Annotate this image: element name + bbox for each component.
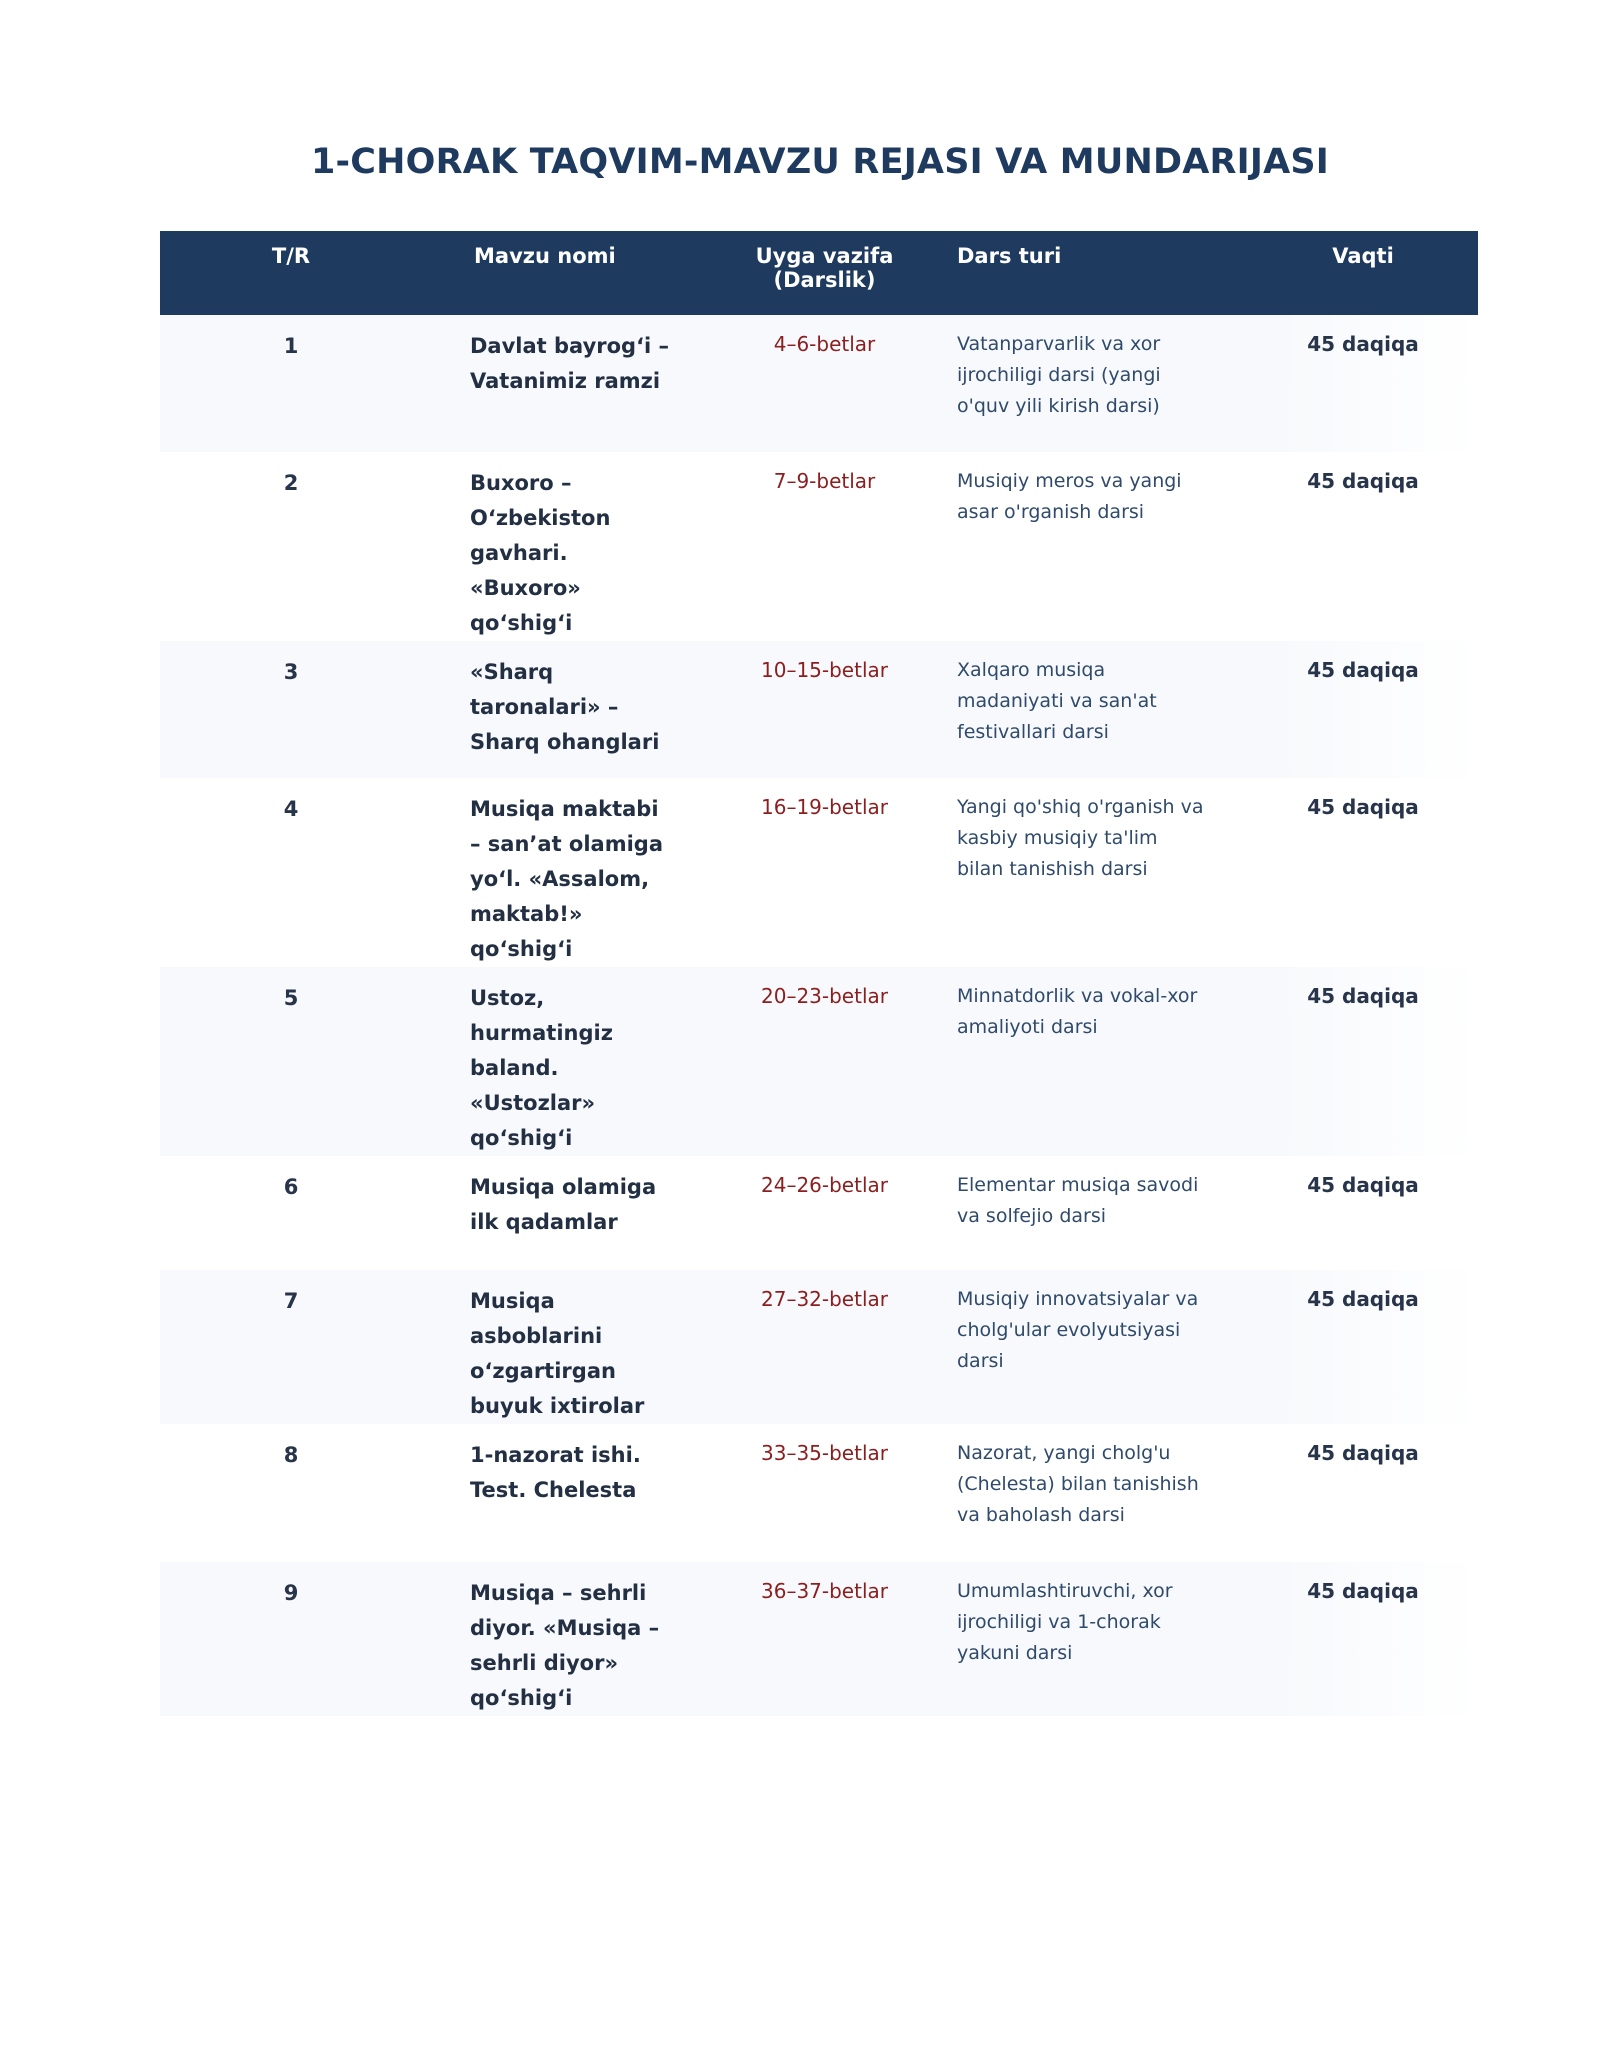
row-homework: 33–35-betlar xyxy=(761,1441,888,1465)
table-row xyxy=(160,1424,1478,1562)
header-time: Vaqti xyxy=(1248,231,1478,315)
row-topic: Musiqa – sehrli diyor. «Musiqa – sehrli diyor» qo‘shig‘i xyxy=(470,1581,660,1710)
row-lesson-type: Nazorat, yangi cholg'u (Chelesta) bilan tanishish va baholash darsi xyxy=(957,1442,1199,1526)
row-lesson-type: Vatanparvarlik va xor ijrochiligi darsi (yangi o'quv yili kirish darsi) xyxy=(957,333,1161,417)
table-row xyxy=(160,1270,1478,1424)
row-topic: Musiqa maktabi – san’at olamiga yo‘l. «Assalom, maktab!» qo‘shig‘i xyxy=(470,797,664,961)
row-time: 45 daqiqa xyxy=(1307,1441,1419,1465)
table-body xyxy=(160,315,1478,1716)
header-homework: Uyga vazifa (Darslik) xyxy=(702,231,947,315)
row-topic: Buxoro – O‘zbekiston gavhari. «Buxoro» qo‘shig‘i xyxy=(470,471,611,635)
row-number: 4 xyxy=(283,797,299,821)
row-homework: 4–6-betlar xyxy=(773,332,876,356)
row-time: 45 daqiqa xyxy=(1307,984,1419,1008)
table-row xyxy=(160,641,1478,778)
lesson-plan-table xyxy=(160,231,1478,1716)
row-number: 7 xyxy=(283,1289,299,1313)
header-topic: Mavzu nomi xyxy=(422,231,702,315)
table-row xyxy=(160,452,1478,641)
row-lesson-type: Umumlashtiruvchi, xor ijrochiligi va 1-chorak yakuni darsi xyxy=(957,1580,1173,1664)
row-lesson-type: Yangi qo'shiq o'rganish va kasbiy musiqiy ta'lim bilan tanishish darsi xyxy=(957,796,1204,880)
row-topic: «Sharq taronalari» – Sharq ohanglari xyxy=(470,660,660,754)
row-lesson-type: Minnatdorlik va vokal-xor amaliyoti darsi xyxy=(957,985,1198,1038)
row-time: 45 daqiqa xyxy=(1307,1579,1419,1603)
row-time: 45 daqiqa xyxy=(1307,1173,1419,1197)
row-homework: 27–32-betlar xyxy=(761,1287,888,1311)
row-time: 45 daqiqa xyxy=(1307,332,1419,356)
row-time: 45 daqiqa xyxy=(1307,469,1419,493)
row-time: 45 daqiqa xyxy=(1307,795,1419,819)
row-lesson-type: Musiqiy meros va yangi asar o'rganish darsi xyxy=(957,470,1182,523)
row-lesson-type: Musiqiy innovatsiyalar va cholg'ular evolyutsiyasi darsi xyxy=(957,1288,1199,1372)
header-lesson-type: Dars turi xyxy=(947,231,1248,315)
row-homework: 24–26-betlar xyxy=(761,1173,888,1197)
table-row xyxy=(160,967,1478,1156)
row-homework: 7–9-betlar xyxy=(773,469,876,493)
row-topic: Davlat bayrog‘i – Vatanimiz ramzi xyxy=(470,334,670,393)
row-topic: Ustoz, hurmatingiz baland. «Ustozlar» qo‘shig‘i xyxy=(470,986,613,1150)
header-row xyxy=(160,231,1478,315)
row-homework: 20–23-betlar xyxy=(761,984,888,1008)
row-topic: Musiqa olamiga ilk qadamlar xyxy=(470,1175,657,1234)
row-number: 6 xyxy=(283,1175,299,1199)
row-homework: 10–15-betlar xyxy=(761,658,888,682)
page-title: 1-CHORAK TAQVIM-MAVZU REJASI VA MUNDARIJASI xyxy=(311,142,1329,182)
row-number: 9 xyxy=(283,1581,299,1605)
table-header xyxy=(160,231,1478,315)
table-row xyxy=(160,1156,1478,1270)
table-row xyxy=(160,1562,1478,1716)
row-lesson-type: Elementar musiqa savodi va solfejio darsi xyxy=(957,1174,1199,1227)
row-number: 3 xyxy=(283,660,299,684)
table-row xyxy=(160,315,1478,452)
row-homework: 36–37-betlar xyxy=(761,1579,888,1603)
table-row xyxy=(160,778,1478,967)
row-number: 1 xyxy=(283,334,299,358)
row-topic: Musiqa asboblarini o‘zgartirgan buyuk ixtirolar xyxy=(470,1289,645,1418)
header-tr: T/R xyxy=(160,231,422,315)
row-lesson-type: Xalqaro musiqa madaniyati va san'at festivallari darsi xyxy=(957,659,1157,743)
row-number: 8 xyxy=(283,1443,299,1467)
row-time: 45 daqiqa xyxy=(1307,658,1419,682)
row-topic: 1-nazorat ishi. Test. Chelesta xyxy=(470,1443,641,1502)
row-homework: 16–19-betlar xyxy=(761,795,888,819)
row-number: 5 xyxy=(283,986,299,1010)
row-time: 45 daqiqa xyxy=(1307,1287,1419,1311)
row-number: 2 xyxy=(283,471,299,495)
